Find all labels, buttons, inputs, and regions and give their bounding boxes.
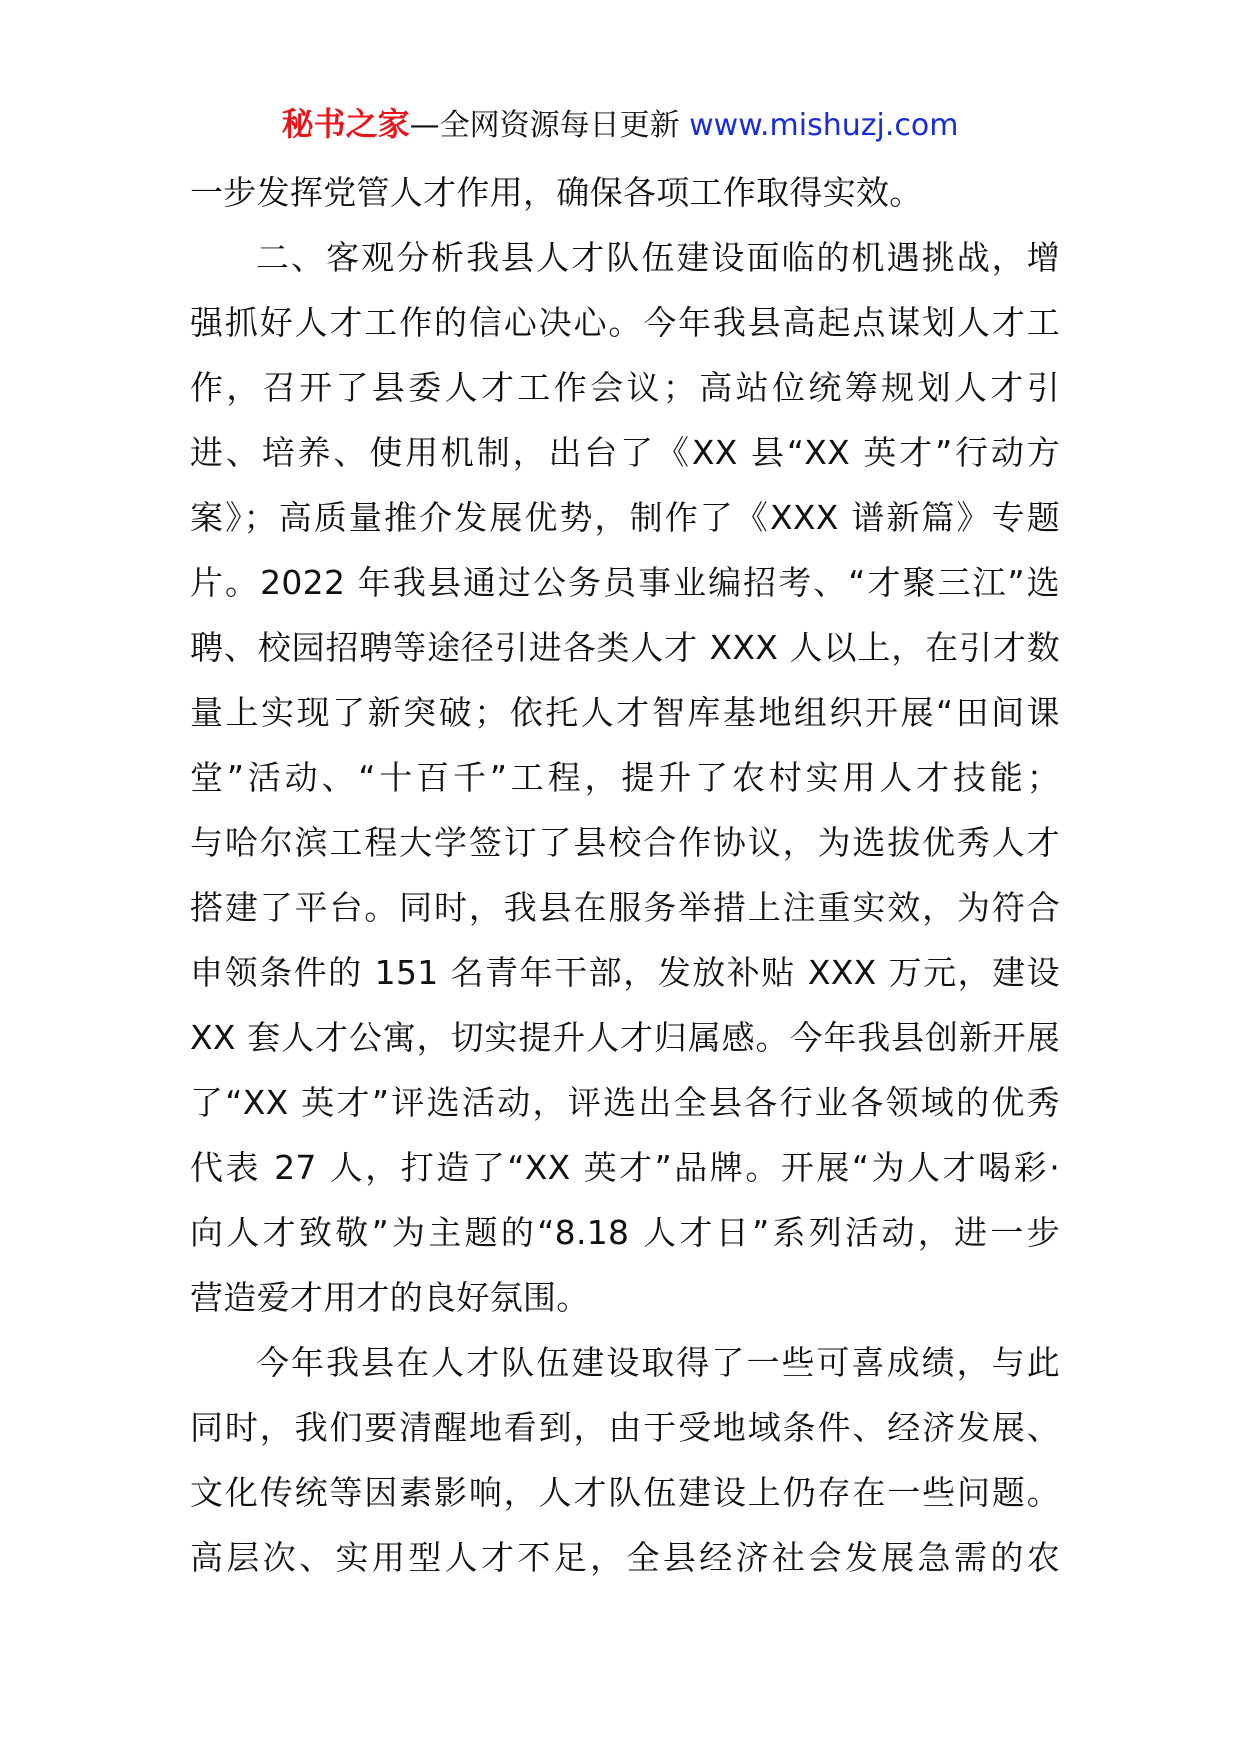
text-line: 二、客观分析我县人才队伍建设面临的机遇挑战，增 bbox=[256, 238, 1060, 277]
text-line: 今年我县在人才队伍建设取得了一些可喜成绩，与此 bbox=[256, 1343, 1060, 1382]
text-line: 文化传统等因素影响，人才队伍建设上仍存在一些问题。 bbox=[190, 1473, 1060, 1512]
text-line: XX 套人才公寓，切实提升人才归属感。今年我县创新开展 bbox=[190, 1018, 1060, 1057]
site-tagline: —全网资源每日更新 bbox=[409, 108, 690, 143]
site-brand: 秘书之家 bbox=[281, 105, 410, 143]
text-line: 堂”活动、“十百千”工程，提升了农村实用人才技能； bbox=[190, 758, 1060, 797]
text-line: 代表 27 人，打造了“XX 英才”品牌。开展“为人才喝彩· bbox=[190, 1148, 1060, 1187]
text-line: 申领条件的 151 名青年干部，发放补贴 XXX 万元，建设 bbox=[190, 953, 1060, 992]
site-url[interactable]: www.mishuzj.com bbox=[689, 108, 959, 143]
text-line: 量上实现了新突破；依托人才智库基地组织开展“田间课 bbox=[190, 693, 1060, 732]
text-line: 高层次、实用型人才不足，全县经济社会发展急需的农 bbox=[190, 1538, 1060, 1577]
text-line: 强抓好人才工作的信心决心。今年我县高起点谋划人才工 bbox=[190, 303, 1060, 342]
text-line: 进、培养、使用机制，出台了《XX 县“XX 英才”行动方 bbox=[190, 433, 1060, 472]
text-line: 同时，我们要清醒地看到，由于受地域条件、经济发展、 bbox=[190, 1408, 1060, 1447]
text-line: 一步发挥党管人才作用，确保各项工作取得实效。 bbox=[190, 173, 923, 212]
text-line: 了“XX 英才”评选活动，评选出全县各行业各领域的优秀 bbox=[190, 1083, 1060, 1122]
text-line: 与哈尔滨工程大学签订了县校合作协议，为选拔优秀人才 bbox=[190, 823, 1060, 862]
text-line: 向人才致敬”为主题的“8.18 人才日”系列活动，进一步 bbox=[190, 1213, 1060, 1252]
document-body bbox=[190, 160, 1060, 1590]
text-line: 作，召开了县委人才工作会议；高站位统筹规划人才引 bbox=[190, 368, 1060, 407]
text-line: 片。2022 年我县通过公务员事业编招考、“才聚三江”选 bbox=[190, 563, 1060, 602]
text-line: 聘、校园招聘等途径引进各类人才 XXX 人以上，在引才数 bbox=[190, 628, 1060, 667]
text-line: 案》；高质量推介发展优势，制作了《XXX 谱新篇》专题 bbox=[190, 498, 1060, 537]
page-header bbox=[0, 100, 1240, 150]
text-line: 搭建了平台。同时，我县在服务举措上注重实效，为符合 bbox=[190, 888, 1060, 927]
text-line: 营造爱才用才的良好氛围。 bbox=[190, 1278, 590, 1317]
